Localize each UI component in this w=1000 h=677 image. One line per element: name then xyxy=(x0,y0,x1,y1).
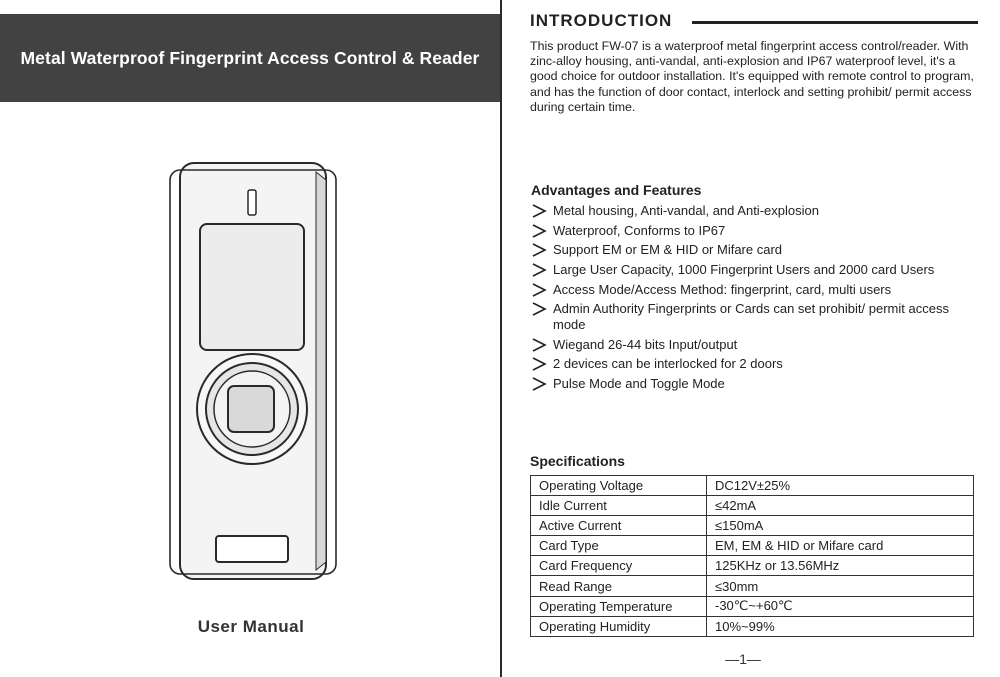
device-drawing xyxy=(168,160,338,582)
spec-name: Operating Voltage xyxy=(531,476,707,496)
spec-value: ≤42mA xyxy=(707,496,974,516)
cover-title: Metal Waterproof Fingerprint Access Control & Reader xyxy=(20,47,480,68)
chevron-right-icon xyxy=(531,263,547,277)
spec-value: ≤150mA xyxy=(707,516,974,536)
feature-item xyxy=(531,203,971,219)
spec-name: Operating Temperature xyxy=(531,596,707,616)
feature-item xyxy=(531,223,971,239)
feature-item xyxy=(531,242,971,258)
introduction-heading: INTRODUCTION xyxy=(530,11,673,30)
feature-item xyxy=(531,301,971,332)
fingerprint-reader-illustration xyxy=(168,160,338,582)
chevron-right-icon xyxy=(531,283,547,297)
spec-value: 10%~99% xyxy=(707,616,974,636)
spec-value: ≤30mm xyxy=(707,576,974,596)
spec-row xyxy=(531,476,974,496)
spec-value: DC12V±25% xyxy=(707,476,974,496)
feature-text: Access Mode/Access Method: fingerprint, card, multi users xyxy=(553,281,892,297)
fingerprint-sensor-icon xyxy=(228,386,274,432)
spec-name: Card Frequency xyxy=(531,556,707,576)
chevron-right-icon xyxy=(531,224,547,238)
card-reading-area xyxy=(200,224,304,350)
feature-text: 2 devices can be interlocked for 2 doors xyxy=(553,356,783,372)
spec-row xyxy=(531,556,974,576)
feature-item xyxy=(531,337,971,353)
content-page xyxy=(503,0,1000,677)
feature-item xyxy=(531,262,971,278)
bottom-window xyxy=(216,536,288,562)
feature-item xyxy=(531,282,971,298)
spec-value: EM, EM & HID or Mifare card xyxy=(707,536,974,556)
feature-text: Wiegand 26-44 bits Input/output xyxy=(553,336,738,352)
spec-row xyxy=(531,536,974,556)
spec-row xyxy=(531,576,974,596)
specifications-heading: Specifications xyxy=(530,453,625,469)
led-indicator-icon xyxy=(248,190,256,215)
chevron-right-icon xyxy=(531,302,547,316)
advantages-heading: Advantages and Features xyxy=(531,182,702,198)
spec-row xyxy=(531,596,974,616)
spec-name: Idle Current xyxy=(531,496,707,516)
feature-text: Support EM or EM & HID or Mifare card xyxy=(553,242,783,258)
spec-row xyxy=(531,516,974,536)
chevron-right-icon xyxy=(531,377,547,391)
heading-rule xyxy=(692,21,978,24)
features-list xyxy=(531,203,971,396)
introduction-header xyxy=(530,11,978,31)
chevron-right-icon xyxy=(531,204,547,218)
chevron-right-icon xyxy=(531,338,547,352)
spec-name: Active Current xyxy=(531,516,707,536)
feature-text: Metal housing, Anti-vandal, and Anti-explosion xyxy=(553,203,819,218)
spec-value: 125KHz or 13.56MHz xyxy=(707,556,974,576)
feature-text: Pulse Mode and Toggle Mode xyxy=(553,376,725,391)
specifications-table xyxy=(530,475,974,637)
chevron-right-icon xyxy=(531,243,547,257)
cover-title-bar xyxy=(0,14,500,102)
spec-row xyxy=(531,496,974,516)
feature-text: Waterproof, Conforms to IP67 xyxy=(553,222,726,238)
feature-text: Large User Capacity, 1000 Fingerprint Users and 2000 card Users xyxy=(553,262,935,278)
spec-name: Read Range xyxy=(531,576,707,596)
page-number: —1— xyxy=(725,651,761,667)
spec-value: -30℃~+60℃ xyxy=(707,596,974,616)
introduction-text: This product FW-07 is a waterproof metal fingerprint access control/reader. With zinc-alloy housing, anti-vandal, anti-explosion and IP67 waterproof level, it's a good choice for outdoor installation. It's equipped with remote control to program, and has the function of door contact, interlock and setting prohibit/ permit access during certain time. xyxy=(530,39,974,114)
feature-item xyxy=(531,356,971,372)
feature-item xyxy=(531,376,971,392)
feature-text: Admin Authority Fingerprints or Cards can set prohibit/ permit access mode xyxy=(553,301,949,332)
chevron-right-icon xyxy=(531,357,547,371)
spec-name: Card Type xyxy=(531,536,707,556)
spec-row xyxy=(531,616,974,636)
spec-name: Operating Humidity xyxy=(531,616,707,636)
user-manual-label: User Manual xyxy=(197,617,305,636)
